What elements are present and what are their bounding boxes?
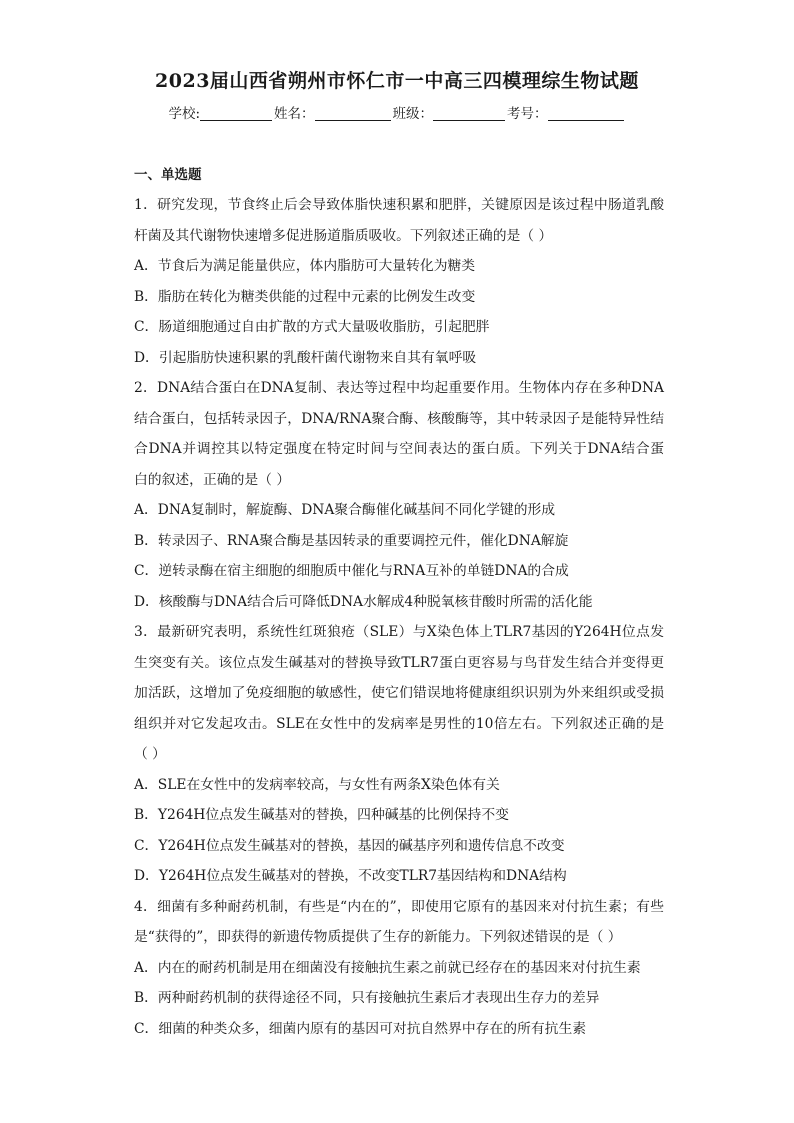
class-blank[interactable] — [433, 106, 505, 121]
option-c: C．逆转录酶在宿主细胞的细胞质中催化与RNA互补的单链DNA的合成 — [134, 563, 569, 579]
name-blank[interactable] — [315, 106, 391, 121]
question-stem-line: 杆菌及其代谢物快速增多促进肠道脂质吸收。下列叙述正确的是（ ） — [134, 227, 553, 244]
option-d: D．引起脂肪快速积累的乳酸杆菌代谢物来自其有氧呼吸 — [134, 349, 477, 366]
option-b: B．脂肪在转化为糖类供能的过程中元素的比例发生改变 — [134, 288, 476, 305]
question-stem-line: 3．最新研究表明，系统性红斑狼疮（SLE）与X染色体上TLR7基因的Y264H位点发 — [134, 624, 664, 640]
section-heading: 一、单选题 — [134, 167, 202, 183]
option-c: C．肠道细胞通过自由扩散的方式大量吸收脂肪，引起肥胖 — [134, 319, 490, 335]
question-stem-line: 组织并对它发起攻击。SLE在女性中的发病率是男性的10倍左右。下列叙述正确的是 — [134, 715, 664, 732]
option-d: D．Y264H位点发生碱基对的替换，不改变TLR7基因结构和DNA结构 — [134, 868, 567, 884]
question-2 — [134, 373, 664, 617]
exam-no-label: 考号： — [507, 106, 548, 122]
question-1 — [134, 190, 664, 373]
exam-no-blank[interactable] — [548, 106, 624, 121]
option-a: A．节食后为满足能量供应，体内脂肪可大量转化为糖类 — [134, 258, 476, 274]
school-blank[interactable] — [200, 106, 272, 121]
option-a: A．内在的耐药机制是用在细菌没有接触抗生素之前就已经存在的基因来对付抗生素 — [134, 959, 641, 976]
school-label: 学校: — [168, 106, 201, 122]
question-stem-line: 加活跃，这增加了免疫细胞的敏感性，使它们错误地将健康组织识别为外来组织或受损 — [134, 685, 664, 701]
option-b: B．转录因子、RNA聚合酶是基因转录的重要调控元件，催化DNA解旋 — [134, 532, 569, 549]
question-stem-line: 生突变有关。该位点发生碱基对的替换导致TLR7蛋白更容易与鸟苷发生结合并变得更 — [134, 654, 664, 671]
question-stem-line: 1．研究发现，节食终止后会导致体脂快速积累和肥胖，关键原因是该过程中肠道乳酸 — [134, 197, 664, 213]
option-b: B．Y264H位点发生碱基对的替换，四种碱基的比例保持不变 — [134, 807, 509, 823]
option-d: D．核酸酶与DNA结合后可降低DNA水解成4种脱氧核苷酸时所需的活化能 — [134, 593, 593, 610]
question-stem-line: 2．DNA结合蛋白在DNA复制、表达等过程中均起重要作用。生物体内存在多种DNA — [134, 380, 664, 396]
questions-area — [134, 160, 664, 1044]
question-stem-line: 4．细菌有多种耐药机制，有些是“内在的”，即使用它原有的基因来对付抗生素；有些 — [134, 898, 664, 915]
option-c: C．Y264H位点发生碱基对的替换，基因的碱基序列和遗传信息不改变 — [134, 837, 565, 854]
question-stem-line: 合DNA并调控其以特定强度在特定时间与空间表达的蛋白质。下列关于DNA结合蛋 — [134, 441, 664, 457]
option-a: A．SLE在女性中的发病率较高，与女性有两条X染色体有关 — [134, 776, 500, 793]
name-label: 姓名： — [274, 106, 315, 122]
page-title: 2023届山西省朔州市怀仁市一中高三四模理综生物试题 — [155, 70, 639, 92]
option-a: A．DNA复制时，解旋酶、DNA聚合酶催化碱基间不同化学键的形成 — [134, 502, 556, 518]
option-b: B．两种耐药机制的获得途径不同，只有接触抗生素后才表现出生存力的差异 — [134, 990, 600, 1006]
student-info-row — [0, 102, 794, 122]
question-3 — [134, 617, 664, 892]
class-label: 班级： — [392, 106, 434, 122]
question-stem-line: 白的叙述，正确的是（ ） — [134, 471, 291, 488]
question-stem-line: 结合蛋白，包括转录因子，DNA/RNA聚合酶、核酸酶等，其中转录因子是能特异性结 — [134, 410, 664, 427]
option-c: C．细菌的种类众多，细菌内原有的基因可对抗自然界中存在的所有抗生素 — [134, 1020, 587, 1037]
question-stem-line: 是“获得的”，即获得的新遗传物质提供了生存的新能力。下列叙述错误的是（ ） — [134, 929, 622, 945]
question-4 — [134, 892, 664, 1045]
question-stem-line: （ ） — [134, 746, 166, 762]
